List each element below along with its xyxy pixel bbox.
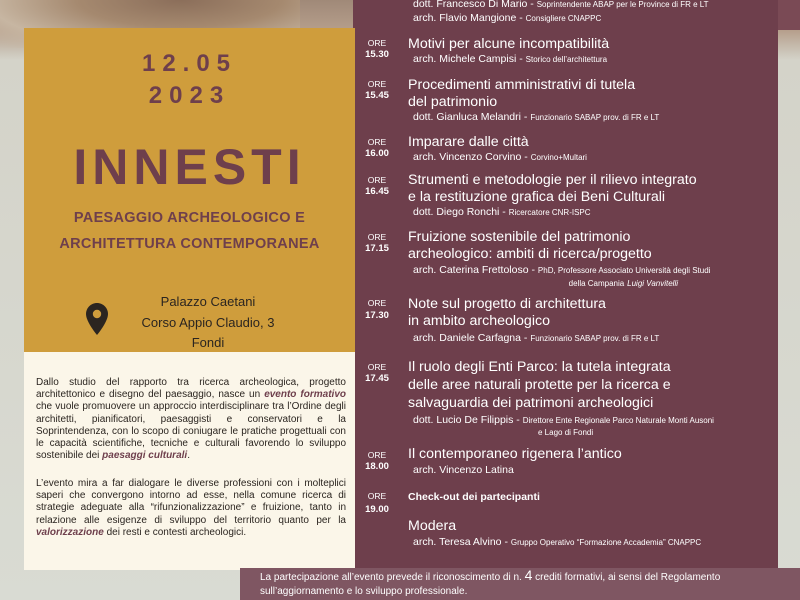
- session-speaker: arch. Caterina Frettoloso - PhD, Professore Associato Università degli Studi: [413, 264, 711, 276]
- session-title: Motivi per alcune incompatibilità: [408, 36, 610, 52]
- event-date-year: 2023: [148, 82, 231, 109]
- ore-label: ORE: [367, 362, 387, 372]
- ore-label: ORE: [367, 137, 387, 147]
- venue-name: Palazzo Caetani: [160, 294, 256, 309]
- session-speaker: arch. Daniele Carfagna - Funzionario SABAP prov. di FR e LT: [413, 332, 660, 344]
- session-title: Check-out dei partecipanti: [408, 491, 540, 503]
- ore-label: ORE: [367, 450, 387, 460]
- venue-city: Fondi: [191, 335, 225, 350]
- moderator-speaker: arch. Teresa Alvino - Gruppo Operativo “Formazione Accademia” CNAPPC: [413, 536, 702, 548]
- session-title-line3: salvaguardia dei patrimoni archeologici: [408, 395, 654, 411]
- session-speaker-role-2: della Campania Luigi Vanvitelli: [568, 279, 678, 288]
- ore-label: ORE: [367, 298, 387, 308]
- venue-address: Corso Appio Claudio, 3: [141, 315, 275, 330]
- session-time: 17.30: [365, 310, 389, 321]
- session-title-line2: delle aree naturali protette per la ricerca e: [408, 377, 671, 393]
- session-title-line1: Procedimenti amministrativi di tutela: [408, 77, 636, 93]
- event-subtitle-1: PAESAGGIO ARCHEOLOGICO E: [73, 210, 306, 226]
- session-time: 15.45: [365, 90, 389, 101]
- event-title: INNESTI: [73, 139, 306, 195]
- session-title: Imparare dalle città: [408, 134, 529, 150]
- session-title-line2: archeologico: ambiti di ricerca/progetto: [408, 246, 652, 262]
- credits-note: La partecipazione all’evento prevede il riconoscimento di n. 4 crediti formativi, ai sensi del Regolamento sull’aggiornamento e lo sviluppo professionale.: [260, 567, 721, 597]
- session-title-line2: e la restituzione grafica dei Beni Culturali: [408, 189, 666, 205]
- event-subtitle-2: ARCHITETTURA CONTEMPORANEA: [59, 236, 320, 252]
- event-date-day: 12.05: [141, 50, 238, 77]
- session-time: 17.45: [365, 373, 389, 384]
- session-time: 19.00: [365, 504, 389, 515]
- header-speaker-2: arch. Flavio Mangione - Consigliere CNAPPC: [413, 12, 602, 24]
- session-title: Il contemporaneo rigenera l’antico: [408, 446, 622, 462]
- session-time: 16.00: [365, 148, 389, 159]
- session-speaker: dott. Diego Ronchi - Ricercatore CNR-ISPC: [413, 206, 591, 218]
- session-speaker: arch. Vincenzo Latina: [413, 464, 514, 476]
- description-paragraph-2: L’evento mira a far dialogare le diverse professioni con i molteplici saperi che convergono intorno ad esse, nella comune ricerca di strategie adeguate alla “rifunzionalizzazione” e fruizione, tanto in relazione alle esigenze di sviluppo del territorio quanto per la valorizzazione dei resti e contesti archeologici.: [36, 478, 346, 538]
- ore-label: ORE: [367, 175, 387, 185]
- session-title-line1: Il ruolo degli Enti Parco: la tutela integrata: [408, 359, 671, 375]
- header-speaker-1: dott. Francesco Di Mario - Soprintendente ABAP per le Province di FR e LT: [413, 0, 709, 10]
- session-speaker-role-2: e Lago di Fondi: [538, 428, 594, 437]
- session-title-line1: Fruizione sostenibile del patrimonio: [408, 229, 631, 245]
- session-speaker: dott. Gianluca Melandri - Funzionario SABAP prov. di FR e LT: [413, 111, 660, 123]
- moderator-label: Modera: [408, 518, 457, 534]
- ore-label: ORE: [367, 79, 387, 89]
- session-time: 15.30: [365, 49, 389, 60]
- session-speaker: arch. Michele Campisi - Storico dell’architettura: [413, 53, 608, 65]
- session-time: 18.00: [365, 461, 389, 472]
- map-pin-icon: [86, 303, 108, 335]
- session-time: 17.15: [365, 243, 389, 254]
- session-title-line2: del patrimonio: [408, 94, 498, 110]
- description-paragraph-1: Dallo studio del rapporto tra ricerca archeologica, progetto architettonico e disegno del paesaggio, nasce un evento formativo che vuole promuovere un approccio interdisciplinare tra l’Ordine degli architetti, pianificatori, paesaggisti e conservatori e la Soprintendenza, con lo scopo di coniugare le pratiche progettuali con le capacità scientifiche, tecniche e culturali favorendo lo sviluppo sostenibile dei paesaggi culturali.: [36, 377, 346, 462]
- ore-label: ORE: [367, 491, 387, 501]
- ore-label: ORE: [367, 232, 387, 242]
- ore-label: ORE: [367, 38, 387, 48]
- session-title-line1: Note sul progetto di architettura: [408, 296, 606, 312]
- session-title-line1: Strumenti e metodologie per il rilievo integrato: [408, 172, 697, 188]
- session-speaker: arch. Vincenzo Corvino - Corvino+Multari: [413, 151, 587, 163]
- session-speaker: dott. Lucio De Filippis - Direttore Ente Regionale Parco Naturale Monti Ausoni: [413, 414, 714, 426]
- session-time: 16.45: [365, 186, 389, 197]
- session-title-line2: in ambito archeologico: [408, 313, 550, 329]
